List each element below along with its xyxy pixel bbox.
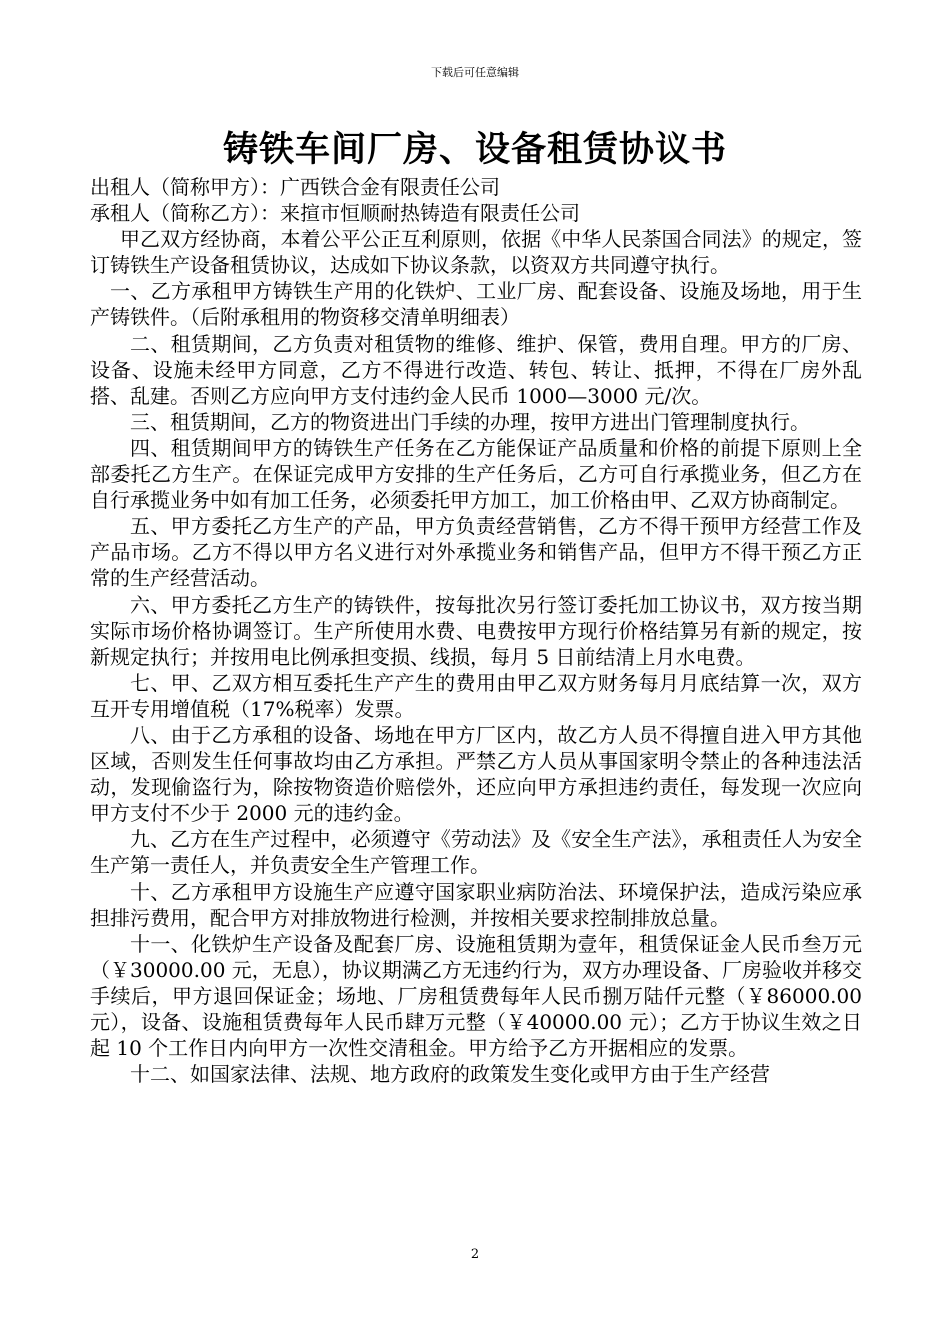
clause-paragraph: 九、乙方在生产过程中，必须遵守《劳动法》及《安全生产法》，承租责任人为安全生产第一责任人，并负责安全生产管理工作。 [90, 827, 862, 878]
clause-paragraph: 八、由于乙方承租的设备、场地在甲方厂区内，故乙方人员不得擅自进入甲方其他区域，否则发生任何事故均由乙方承担。严禁乙方人员从事国家明令禁止的各种违法活动，发现偷盗行为，除按物资造价赔偿外，还应向甲方承担违约责任，每发现一次应向甲方支付不少于 2000 元的违约金。 [90, 722, 862, 826]
clause-paragraph: 十一、化铁炉生产设备及配套厂房、设施租赁期为壹年，租赁保证金人民币叁万元（￥30000.00 元，无息），协议期满乙方无违约行为，双方办理设备、厂房验收并移交手续后，甲方退回保证金；场地、厂房租赁费每年人民币捌万陆仟元整（￥86000.00 元），设备、设施租赁费每年人民币肆万元整（￥40000.00 元）；乙方于协议生效之日起 10 个工作日内向甲方一次性交清租金。甲方给予乙方开据相应的发票。 [90, 931, 862, 1061]
preamble-paragraph: 甲乙双方经协商，本着公平公正互利原则，依据《中华人民荼国合同法》的规定，签订铸铁生产设备租赁协议，达成如下协议条款，以资双方共同遵守执行。 [90, 227, 862, 278]
document-title: 铸铁车间厂房、设备租赁协议书 [222, 129, 727, 170]
clause-paragraph: 六、甲方委托乙方生产的铸铁件，按每批次另行签订委托加工协议书，双方按当期实际市场价格协调签订。生产所使用水费、电费按甲方现行价格结算另有新的规定，按新规定执行；并按用电比例承担变损、线损，每月 5 日前结清上月水电费。 [90, 592, 862, 669]
clause-paragraph: 三、租赁期间，乙方的物资进出门手续的办理，按甲方进出门管理制度执行。 [130, 409, 810, 434]
page-header-note: 下载后可任意编辑 [431, 66, 519, 79]
clause-paragraph: 七、甲、乙双方相互委托生产产生的费用由甲乙双方财务每月月底结算一次，双方互开专用增值税（17%税率）发票。 [90, 670, 862, 721]
lessee-line: 承租人（简称乙方）：来揎市恒顺耐热铸造有限责任公司 [90, 201, 580, 226]
clause-paragraph: 二、租赁期间，乙方负责对租赁物的维修、维护、保管，费用自理。甲方的厂房、设备、设施未经甲方同意，乙方不得进行改造、转包、转让、抵押，不得在厂房外乱搭、乱建。否则乙方应向甲方支付违约金人民币 1000—3000 元/次。 [90, 331, 862, 408]
page-number: 2 [470, 1247, 480, 1262]
clause-paragraph: 十二、如国家法律、法规、地方政府的政策发生变化或甲方由于生产经营 [130, 1062, 770, 1087]
document-body [90, 174, 862, 1087]
lessor-line: 出租人（简称甲方）：广西铁合金有限责任公司 [90, 175, 500, 199]
clause-paragraph: 四、租赁期间甲方的铸铁生产任务在乙方能保证产品质量和价格的前提下原则上全部委托乙方生产。在保证完成甲方安排的生产任务后，乙方可自行承揽业务，但乙方在自行承揽业务中如有加工任务，必须委托甲方加工，加工价格由甲、乙双方协商制定。 [90, 435, 862, 513]
clause-paragraph: 一、乙方承租甲方铸铁生产用的化铁炉、工业厂房、配套设备、设施及场地，用于生产铸铁件。（后附承租用的物资移交清单明细表） [90, 279, 862, 330]
clause-paragraph: 五、甲方委托乙方生产的产品，甲方负责经营销售，乙方不得干预甲方经营工作及产品市场。乙方不得以甲方名义进行对外承揽业务和销售产品，但甲方不得干预乙方正常的生产经营活动。 [90, 514, 862, 591]
clause-paragraph: 十、乙方承租甲方设施生产应遵守国家职业病防治法、环境保护法，造成污染应承担排污费用，配合甲方对排放物进行检测，并按相关要求控制排放总量。 [90, 879, 862, 930]
